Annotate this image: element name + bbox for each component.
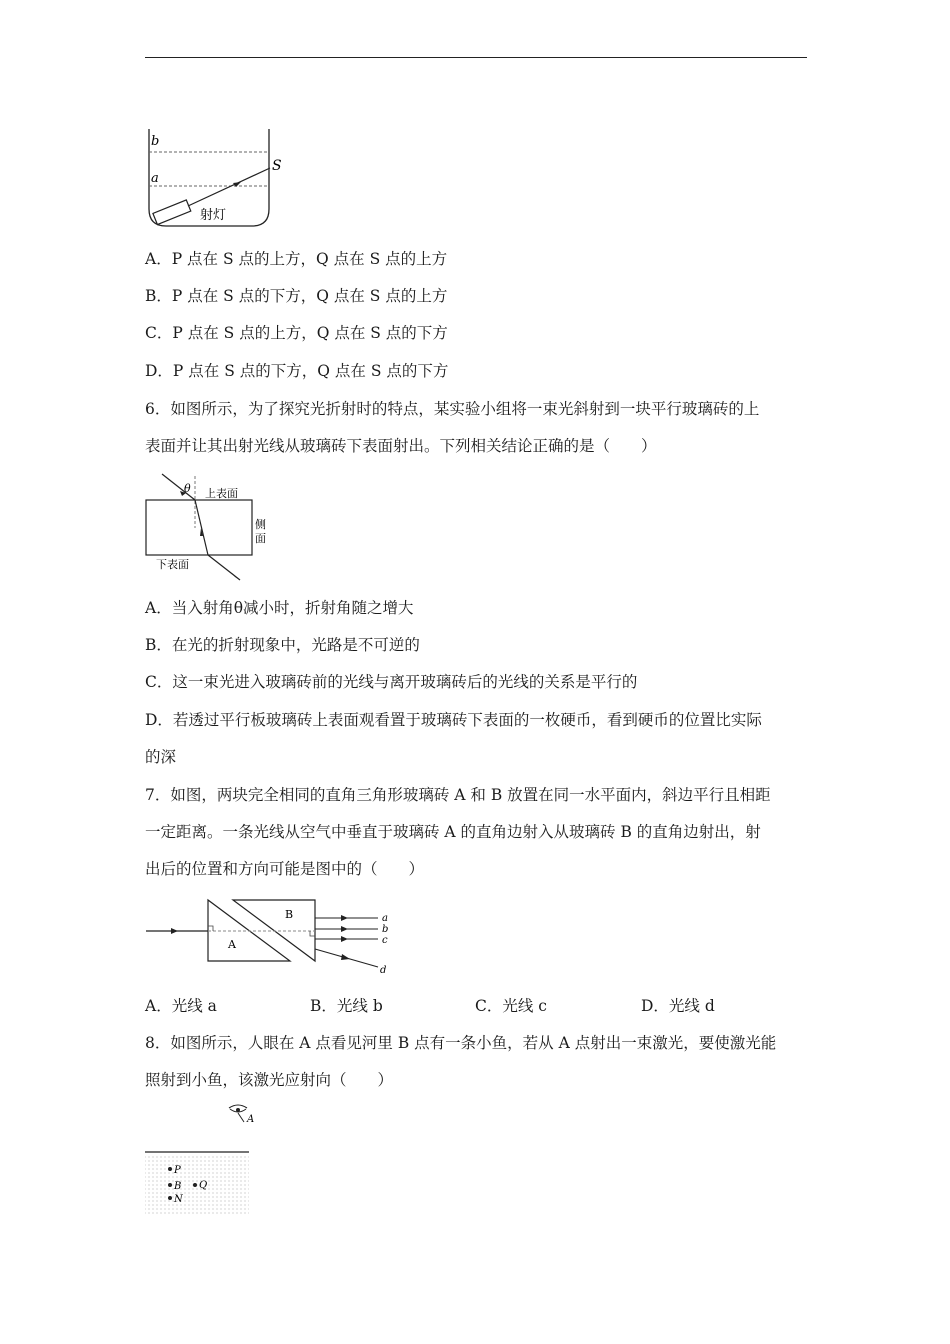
q5-option-d: D．P 点在 S 点的下方，Q 点在 S 点的下方 <box>145 362 449 380</box>
q6-glass-slab-figure <box>140 470 280 585</box>
q7-option-b: B．光线 b <box>310 997 383 1015</box>
q8-label-Q: Q <box>199 1180 208 1191</box>
q7-ray-a-label: a <box>382 913 388 924</box>
q7-label-A: A <box>228 938 236 951</box>
q7-stem-line1: 7．如图，两块完全相同的直角三角形玻璃砖 A 和 B 放置在同一水平面内，斜边平行且相距 <box>145 786 771 804</box>
q5-option-a: A．P 点在 S 点的上方，Q 点在 S 点的上方 <box>145 250 448 268</box>
q8-label-B: B <box>174 1181 182 1192</box>
q7-stem-line3: 出后的位置和方向可能是图中的（ ） <box>145 860 425 878</box>
q6-option-a: A．当入射角θ减小时，折射角随之增大 <box>145 599 414 617</box>
q7-option-d: D．光线 d <box>641 997 715 1015</box>
q6-stem-line2: 表面并让其出射光线从玻璃砖下表面射出。下列相关结论正确的是（ ） <box>145 437 657 455</box>
eye-icon <box>229 1105 247 1122</box>
q7-prism-figure <box>140 893 400 983</box>
q6-side-label-2: 面 <box>255 532 266 545</box>
q8-stem-line1: 8．如图所示，人眼在 A 点看见河里 B 点有一条小鱼，若从 A 点射出一束激光，要使激光能 <box>145 1034 777 1052</box>
q5-lamp-label: 射灯 <box>200 208 227 223</box>
q7-label-B: B <box>285 908 294 921</box>
q6-theta-label: θ <box>184 482 191 495</box>
q7-option-c: C．光线 c <box>475 997 547 1015</box>
q6-stem-line1: 6．如图所示，为了探究光折射时的特点，某实验小组将一束光斜射到一块平行玻璃砖的上 <box>145 400 760 418</box>
q5-label-a: a <box>151 171 159 186</box>
q6-option-d-cont: 的深 <box>145 748 177 766</box>
q8-stem-line2: 照射到小鱼，该激光应射向（ ） <box>145 1071 394 1089</box>
q6-top-surface-label: 上表面 <box>205 487 238 500</box>
header-rule <box>145 57 807 58</box>
q7-ray-c-label: c <box>382 935 388 946</box>
q6-option-d: D．若透过平行板玻璃砖上表面观看置于玻璃砖下表面的一枚硬币，看到硬币的位置比实际 <box>145 711 762 729</box>
q8-label-N: N <box>174 1194 183 1205</box>
q6-option-c: C．这一束光进入玻璃砖前的光线与离开玻璃砖后的光线的关系是平行的 <box>145 673 638 691</box>
q5-label-b: b <box>151 134 160 149</box>
lamp-body <box>153 200 191 225</box>
q7-stem-line2: 一定距离。一条光线从空气中垂直于玻璃砖 A 的直角边射入从玻璃砖 B 的直角边射出，射 <box>145 823 761 841</box>
q8-label-P: P <box>174 1165 181 1176</box>
q6-bottom-surface-label: 下表面 <box>156 558 189 571</box>
q6-option-b: B．在光的折射现象中，光路是不可逆的 <box>145 636 420 654</box>
q8-label-A: A <box>247 1114 255 1125</box>
q5-option-c: C．P 点在 S 点的上方，Q 点在 S 点的下方 <box>145 324 448 342</box>
q5-option-b: B．P 点在 S 点的下方，Q 点在 S 点的上方 <box>145 287 448 305</box>
q6-side-label-1: 侧 <box>255 518 266 531</box>
q7-ray-d-label: d <box>380 965 387 976</box>
q8-river-figure <box>140 1100 270 1220</box>
q7-option-a: A．光线 a <box>145 997 217 1015</box>
q5-label-S: S <box>272 158 282 174</box>
q7-ray-b-label: b <box>382 924 389 935</box>
q5-lamp-figure <box>140 125 280 230</box>
